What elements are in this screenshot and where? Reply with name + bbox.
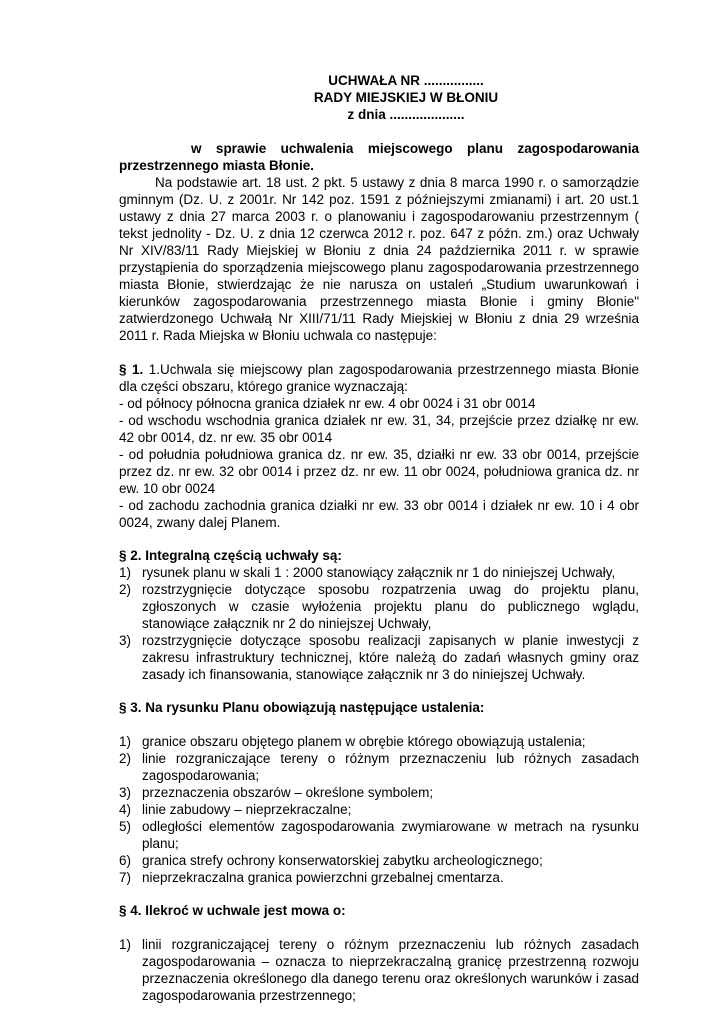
- resolution-subject: [119, 140, 639, 174]
- list-item: 3) rozstrzygnięcie dotyczące sposobu realizacji zapisanych w planie inwestycji z zakresu infrastruktury technicznej, które należą do zadań własnych gminy oraz zasady ich finansowania, stanowiące załącznik nr 3 do niniejszej Uchwały.: [119, 633, 639, 682]
- section-1: [119, 361, 639, 531]
- legal-basis: Na podstawie art. 18 ust. 2 pkt. 5 ustawy z dnia 8 marca 1990 r. o samorządzie gminnym (Dz. U. z 2001r. Nr 142 poz. 1591 z późniejszymi zmianami) i art. 20 ust.1 ustawy z dnia 27 marca 2003 r. o planowaniu i zagospodarowaniu przestrzennym ( tekst jednolity - Dz. U. z dnia 12 czerwca 2012 r. poz. 647 z późn. zm.) oraz Uchwały Nr XIV/83/11 Rady Miejskiej w Błoniu z dnia 24 października 2011 r. w sprawie przystąpienia do sporządzenia miejscowego planu zagospodarowania przestrzennego miasta Błonie, stwierdzając że nie narusza on ustaleń „Studium uwarunkowań i kierunków zagospodarowania przestrzennego miasta Błonie i gminy Błonie" zatwierdzonego Uchwałą Nr XIII/71/11 Rady Miejskiej w Błoniu z dnia 29 września 2011 r. Rada Miejska w Błoniu uchwala co następuje:: [119, 175, 639, 343]
- section-2-heading: § 2. Integralną częścią uchwały są:: [119, 548, 342, 563]
- resolution-date: z dnia ....................: [347, 107, 465, 122]
- list-item: 2) linie rozgraniczające tereny o różnym przeznaczeniu lub różnych zasadach zagospodarowania;: [119, 751, 639, 783]
- section-3-heading: § 3. Na rysunku Planu obowiązują następujące ustalenia:: [119, 700, 485, 715]
- list-item: 4) linie zabudowy – nieprzekraczalne;: [119, 802, 352, 817]
- subject-text: w sprawie uchwalenia miejscowego planu zagospodarowania przestrzennego miasta Błonie.: [119, 141, 639, 173]
- boundary-north: - od północy północna granica działek nr ew. 4 obr 0024 i 31 obr 0014: [119, 396, 536, 411]
- list-item: 1) granice obszaru objętego planem w obrębie którego obowiązują ustalenia;: [119, 734, 586, 749]
- list-item: 6) granica strefy ochrony konserwatorskiej zabytku archeologicznego;: [119, 853, 543, 868]
- boundary-west: - od zachodu zachodnia granica działki nr ew. 33 obr 0014 i działek nr ew. 10 i 4 obr 0024, zwany dalej Planem.: [119, 498, 639, 530]
- list-item: 7) nieprzekraczalna granica powierzchni grzebalnej cmentarza.: [119, 870, 504, 885]
- list-item: 1) linii rozgraniczającej tereny o różnym przeznaczeniu lub różnych zasadach zagospodarowania – oznacza to nieprzekraczalną granicę przestrzenną rozwoju przeznaczenia określonego dla danego terenu oraz określonych warunków i zasad zagospodarowania przestrzennego;: [119, 937, 639, 1003]
- section-4-heading: § 4. Ilekroć w uchwale jest mowa o:: [119, 903, 346, 918]
- list-item: 5) odległości elementów zagospodarowania zwymiarowane w metrach na rysunku planu;: [119, 819, 639, 851]
- list-item: 3) przeznaczenia obszarów – określone symbolem;: [119, 785, 434, 800]
- section-2-list: [119, 564, 639, 683]
- council-name: RADY MIEJSKIEJ W BŁONIU: [313, 90, 499, 105]
- section-1-intro: 1.Uchwala się miejscowy plan zagospodarowania przestrzennego miasta Błonie dla części obszaru, którego granice wyznaczają:: [119, 362, 639, 394]
- section-1-label: § 1.: [119, 362, 144, 377]
- resolution-header: [173, 72, 639, 123]
- boundary-east: - od wschodu wschodnia granica działek nr ew. 31, 34, przejście przez działkę nr ew. 42 obr 0014, dz. nr ew. 35 obr 0014: [119, 413, 639, 445]
- list-item: 2) rozstrzygnięcie dotyczące sposobu rozpatrzenia uwag do projektu planu, zgłoszonych w czasie wyłożenia projektu planu do publicznego wglądu, stanowiące załącznik nr 2 do niniejszej Uchwały,: [119, 582, 639, 631]
- boundary-south: - od południa południowa granica dz. nr ew. 35, działki nr ew. 33 obr 0014, przejście przez dz. nr ew. 32 obr 0014 i przez dz. nr ew. 11 obr 0024, południowa granica dz. nr ew. 10 obr 0024: [119, 447, 639, 496]
- resolution-number: UCHWAŁA NR ................: [328, 73, 484, 88]
- list-item: 1) rysunek planu w skali 1 : 2000 stanowiący załącznik nr 1 do niniejszej Uchwały,: [119, 565, 616, 580]
- section-3-list: [119, 733, 639, 886]
- document-body: [119, 72, 639, 1004]
- section-4-list: [119, 936, 639, 1004]
